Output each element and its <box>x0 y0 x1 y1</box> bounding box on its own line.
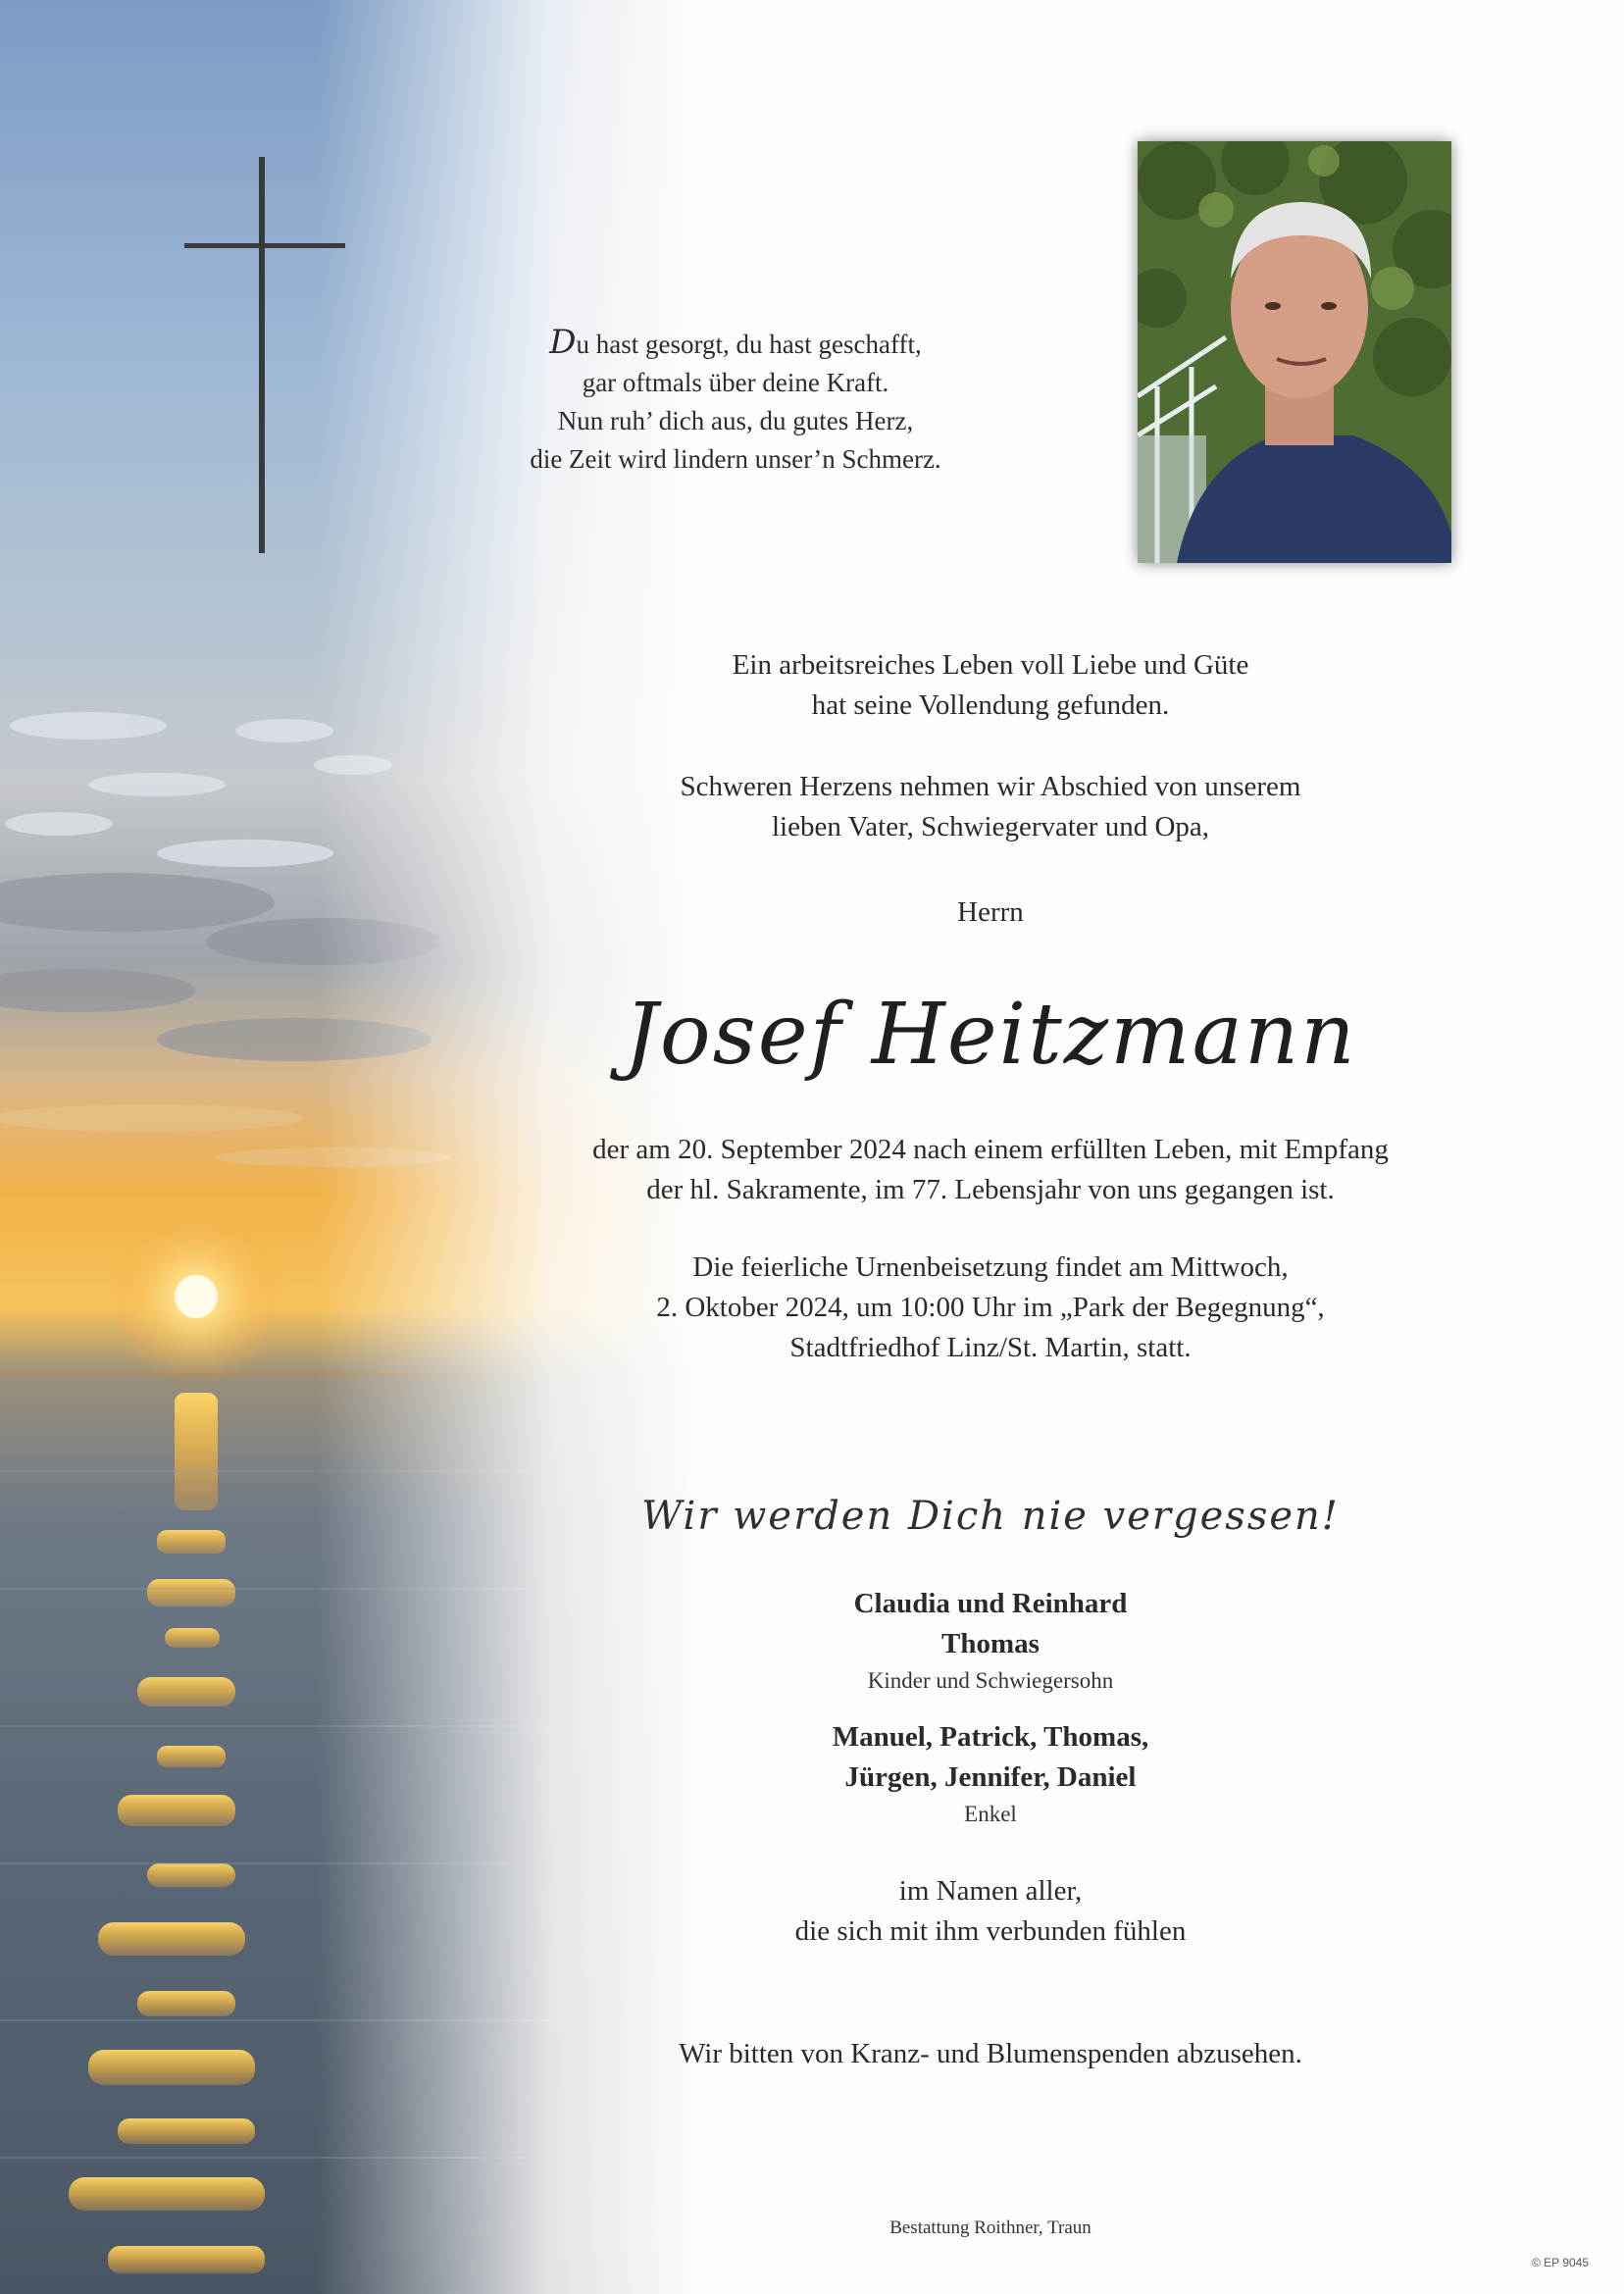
deceased-name: Josef Heitzmann <box>624 986 1357 1084</box>
mourner-group-2-line-1: Manuel, Patrick, Thomas, <box>832 1721 1149 1753</box>
poem-line-2: gar oftmals über deine Kraft. <box>582 368 889 397</box>
undertaker: Bestattung Roithner, Traun <box>889 2218 1091 2238</box>
cross-icon <box>184 157 345 557</box>
poem-line-3: Nun ruh’ dich aus, du gutes Herz, <box>557 406 914 435</box>
poem <box>441 324 1030 479</box>
intro-text <box>510 645 1471 726</box>
salutation: Herrn <box>957 896 1024 928</box>
death-notice <box>510 1130 1471 1210</box>
motto: Wir werden Dich nie vergessen! <box>641 1494 1340 1539</box>
ceremony-line-1: Die feierliche Urnenbeisetzung findet am Mittwoch, <box>692 1251 1289 1283</box>
farewell-text <box>510 767 1471 847</box>
ceremony-line-3: Stadtfriedhof Linz/St. Martin, statt. <box>789 1332 1192 1363</box>
intro-line-1: Ein arbeitsreiches Leben voll Liebe und Güte <box>732 649 1249 681</box>
mourner-group-1-line-2: Thomas <box>941 1628 1040 1659</box>
mourners <box>510 1584 1471 1831</box>
on-behalf-line-2: die sich mit ihm verbunden fühlen <box>794 1915 1187 1947</box>
poem-initial: D <box>549 323 577 362</box>
mourner-group-1-line-1: Claudia und Reinhard <box>853 1588 1128 1619</box>
death-notice-line-2: der hl. Sakramente, im 77. Lebensjahr von uns gegangen ist. <box>646 1174 1335 1205</box>
poem-line-1: u hast gesorgt, du hast geschafft, <box>576 330 922 359</box>
portrait-photo <box>1138 141 1451 563</box>
death-notice-line-1: der am 20. September 2024 nach einem erfüllten Leben, mit Empfang <box>592 1134 1389 1165</box>
mourner-group-2-line-2: Jürgen, Jennifer, Daniel <box>844 1761 1137 1793</box>
ceremony-info <box>510 1248 1471 1368</box>
flower-request: Wir bitten von Kranz- und Blumenspenden abzusehen. <box>679 2038 1302 2069</box>
on-behalf-line-1: im Namen aller, <box>898 1875 1083 1907</box>
print-code: © EP 9045 <box>1532 2256 1589 2269</box>
intro-line-2: hat seine Vollendung gefunden. <box>811 689 1170 721</box>
ceremony-line-2: 2. Oktober 2024, um 10:00 Uhr im „Park der Begegnung“, <box>656 1292 1325 1323</box>
on-behalf-text <box>510 1871 1471 1952</box>
mourner-group-2-relation: Enkel <box>964 1802 1017 1826</box>
mourner-group-1-relation: Kinder und Schwiegersohn <box>867 1668 1114 1693</box>
farewell-line-2: lieben Vater, Schwiegervater und Opa, <box>771 811 1210 842</box>
farewell-line-1: Schweren Herzens nehmen wir Abschied von unserem <box>680 771 1301 802</box>
poem-line-4: die Zeit wird lindern unser’n Schmerz. <box>530 444 941 474</box>
